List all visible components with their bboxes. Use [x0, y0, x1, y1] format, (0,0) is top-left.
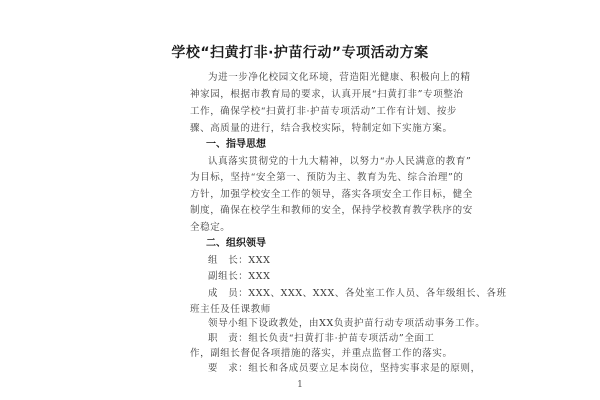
members-line-1: 成 员：XXX、XXX、XXX、各处室工作人员、各年级组长、各班: [208, 288, 507, 299]
section-heading-organization: 二、组织领导: [206, 238, 266, 249]
duty-line-1: 职 责：组长负责“扫黄打非·护苗专项活动”全面工: [208, 333, 435, 344]
section-heading-guiding-ideology: 一、指导思想: [206, 139, 266, 150]
section1-line-2: 为目标，坚持“安全第一、预防为主、教育为先、综合治理”的: [190, 172, 464, 183]
office-line: 领导小组下设政教处，由XX负责护苗行动专项活动事务工作。: [208, 318, 486, 329]
requirement-line: 要 求：组长和各成员要立足本岗位，坚持实事求是的原则，: [208, 363, 481, 374]
section1-line-1: 认真落实贯彻党的十九大精神，以努力“办人民满意的教育”: [208, 156, 472, 167]
duty-line-2: 作，副组长督促各项措施的落实，并重点监督工作的落实。: [190, 348, 453, 359]
leader-line: 组 长：XXX: [208, 255, 271, 266]
intro-line-3: 工作，确保学校“扫黄打非·护苗专项活动”工作有计划、按步: [190, 106, 458, 117]
document-title: 学校“扫黄打非·护苗行动”专项活动方案: [171, 45, 429, 61]
section1-line-3: 方针，加强学校安全工作的领导，落实各项安全工作目标，健全: [190, 189, 473, 200]
intro-line-2: 神家园，根据市教育局的要求，认真开展“扫黄打非”专项整治: [190, 89, 464, 100]
deputy-leader-line: 副组长：XXX: [208, 271, 271, 282]
page-number: 1: [297, 380, 303, 390]
members-line-2: 班主任及任课教师: [190, 304, 271, 315]
section1-line-5: 全稳定。: [190, 222, 231, 233]
section1-line-4: 制度，确保在校学生和教师的安全，保持学校教育教学秩序的安: [190, 205, 473, 216]
intro-line-4: 骤、高质量的进行，结合我校实际，特制定如下实施方案。: [190, 123, 453, 134]
intro-line-1: 为进一步净化校园文化环境，营造阳光健康、积极向上的精: [208, 72, 471, 83]
